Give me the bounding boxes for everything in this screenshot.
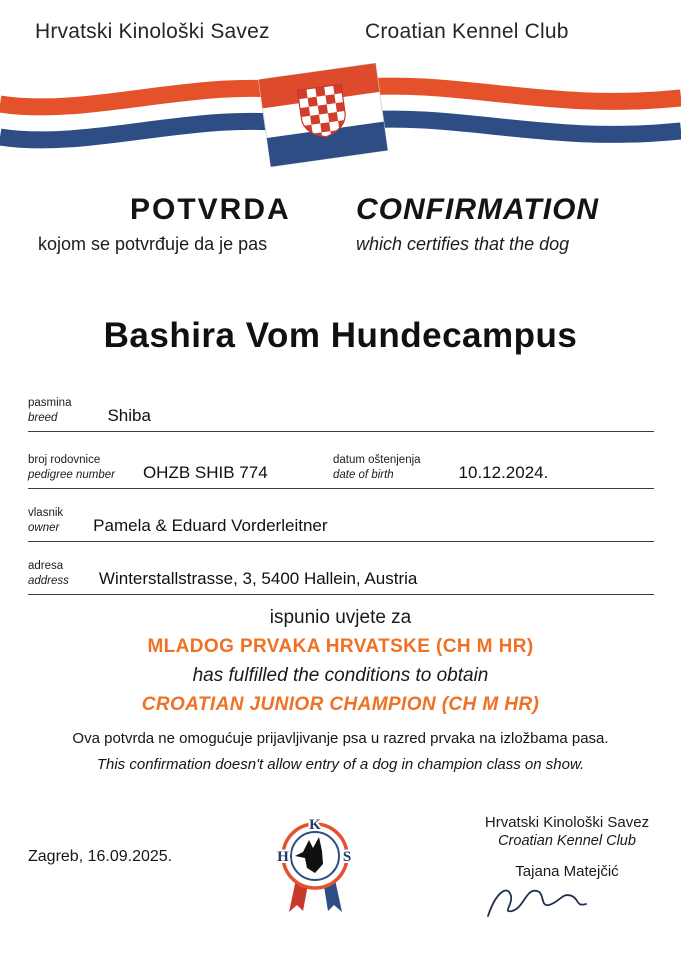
logo-letter-h: H [277, 849, 289, 865]
disclaimer-block [0, 730, 681, 782]
ribbon-stripe-red-right [350, 86, 681, 101]
subtitle-hr: kojom se potvrđuje da je pas [38, 234, 268, 254]
header-club-name-hr: Hrvatski Kinološki Savez [35, 20, 270, 43]
field-label-breed-en: breed [28, 412, 58, 425]
croatian-flag-emblem [259, 63, 388, 167]
field-label-address-en: address [28, 575, 69, 588]
dog-name: Bashira Vom Hundecampus [103, 316, 578, 355]
field-row-owner [28, 500, 654, 542]
field-label-birth [333, 453, 421, 483]
field-label-breed [28, 396, 71, 426]
signature-icon [482, 880, 592, 926]
flag-ribbon-banner [0, 58, 681, 190]
field-value-address: Winterstallstrasse, 3, 5400 Hallein, Austria [98, 569, 418, 588]
statement-block [0, 607, 681, 723]
title-confirmation: CONFIRMATION [356, 193, 600, 226]
field-label-pedigree [28, 453, 115, 483]
footer-org-hr: Hrvatski Kinološki Savez [484, 814, 650, 831]
field-label-address-hr: adresa [28, 560, 64, 573]
title-potvrda: POTVRDA [130, 193, 291, 226]
footer-org-en: Croatian Kennel Club [498, 833, 636, 849]
field-label-pedigree-hr: broj rodovnice [28, 454, 101, 467]
field-label-owner [28, 506, 63, 536]
field-label-owner-en: owner [28, 522, 60, 535]
field-value-breed: Shiba [107, 406, 151, 425]
disclaimer-hr: Ova potvrda ne omogućuje prijavljivanje psa u razred prvaka na izložbama pasa. [72, 730, 609, 747]
field-label-owner-hr: vlasnik [28, 507, 64, 520]
subtitle-en: which certifies that the dog [356, 234, 570, 254]
statement-title-en: CROATIAN JUNIOR CHAMPION (CH M HR) [141, 694, 540, 715]
disclaimer-en: This confirmation doesn't allow entry of a dog in champion class on show. [96, 756, 585, 773]
footer-org-block [462, 814, 672, 880]
field-label-pedigree-en: pedigree number [28, 469, 115, 482]
field-value-pedigree: OHZB SHIB 774 [142, 463, 268, 482]
field-label-address [28, 559, 69, 589]
field-label-birth-hr: datum oštenjenja [332, 454, 421, 467]
field-value-owner: Pamela & Eduard Vorderleitner [93, 516, 328, 535]
place-date: Zagreb, 16.09.2025. [28, 848, 173, 865]
ribbon-stripe-red-left [0, 88, 302, 107]
header-club-name-en: Croatian Kennel Club [365, 20, 569, 43]
ribbon-stripe-blue-right [350, 119, 681, 134]
field-value-birth: 10.12.2024. [458, 463, 549, 482]
statement-intro-hr: ispunio uvjete za [269, 607, 412, 628]
field-row-address [28, 553, 654, 595]
logo-letter-s: S [342, 849, 352, 865]
statement-intro-en: has fulfilled the conditions to obtain [192, 665, 489, 686]
field-row-pedigree [28, 447, 654, 489]
hks-logo-icon [262, 806, 370, 924]
field-label-birth-en: date of birth [332, 469, 394, 482]
signer-name: Tajana Matejčić [515, 863, 619, 880]
field-row-breed [28, 390, 654, 432]
logo-letter-k: K [309, 817, 321, 833]
ribbon-stripe-blue-left [0, 121, 302, 140]
statement-title-hr: MLADOG PRVAKA HRVATSKE (CH M HR) [147, 636, 534, 657]
field-label-breed-hr: pasmina [28, 397, 72, 410]
